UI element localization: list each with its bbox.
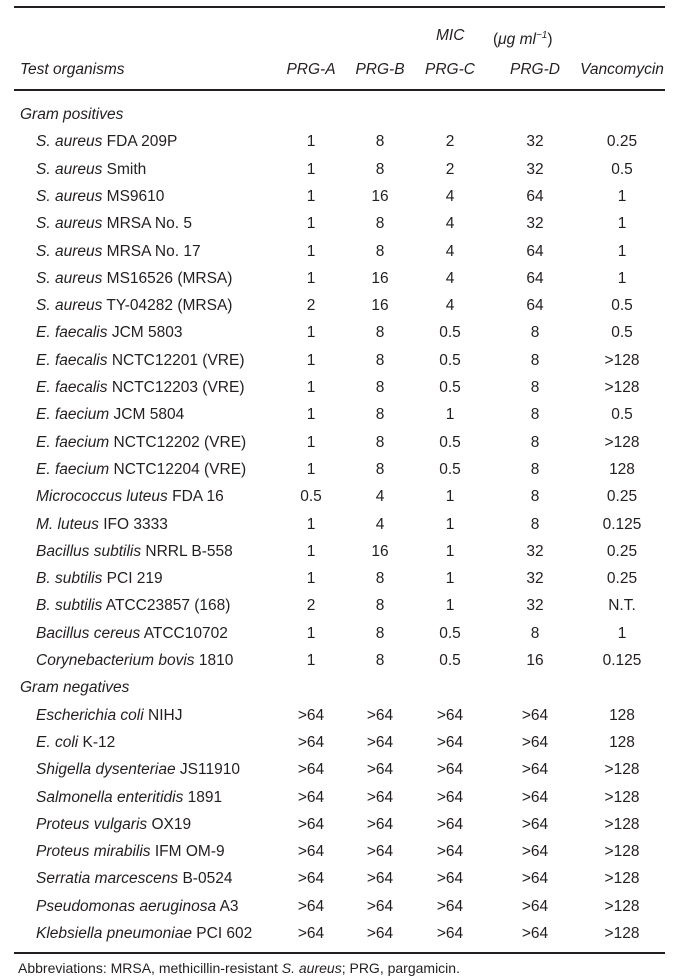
organism-name (36, 706, 182, 726)
mic-value: 0.5 (439, 433, 461, 451)
mic-value: >64 (366, 761, 394, 779)
mic-value: 8 (530, 488, 540, 506)
mic-value: 1 (306, 624, 316, 642)
organism-genus: B. subtilis (36, 597, 103, 615)
organism-name (36, 351, 244, 371)
organism-name (36, 569, 163, 589)
mic-value: >128 (604, 433, 640, 451)
mic-value: 1 (617, 624, 627, 642)
mic-unit: (μg $ml^{-1}$) (493, 30, 553, 48)
organism-name (36, 815, 191, 835)
mic-value: >64 (521, 870, 549, 888)
mic-value: 64 (526, 297, 544, 315)
mic-value: 0.25 (606, 542, 638, 560)
mic-value: 1 (306, 160, 316, 178)
column-header: PRG-C (425, 61, 475, 78)
organism-genus: Klebsiella pneumoniae (36, 925, 192, 942)
mic-value: 0.5 (439, 652, 461, 669)
mic-value: 1 (445, 406, 455, 424)
mic-value: 1 (445, 597, 455, 615)
mic-value: 32 (526, 542, 544, 560)
mic-value: 8 (530, 433, 540, 451)
mic-value: 8 (530, 379, 540, 396)
mic-value: 4 (375, 515, 385, 533)
mic-value: 16 (371, 187, 389, 205)
organism-genus: Bacillus cereus (36, 624, 141, 642)
mic-value: >64 (366, 870, 394, 888)
mic-value: 1 (306, 570, 316, 588)
organism-name (36, 651, 233, 671)
table-bottom-rule (14, 952, 665, 954)
organism-genus: S. aureus (36, 187, 103, 205)
column-header: PRG-D (510, 61, 560, 78)
mic-label: MIC (436, 27, 465, 44)
mic-value: >64 (521, 733, 549, 751)
mic-value: 0.5 (439, 351, 461, 369)
organism-name (36, 487, 224, 507)
mic-value: >64 (297, 733, 325, 751)
organism-name (36, 187, 164, 207)
organism-name (36, 460, 246, 480)
section-heading: Gram negatives (20, 679, 130, 697)
mic-value: 8 (375, 597, 385, 615)
organism-name (36, 296, 232, 316)
mic-value: 0.125 (602, 515, 642, 533)
organism-name (36, 269, 232, 289)
mic-value: 1 (306, 133, 316, 151)
mic-value: 0.25 (606, 570, 638, 588)
mic-value: >128 (604, 925, 640, 942)
mic-value: >64 (521, 706, 549, 724)
mic-value: 8 (375, 379, 385, 396)
mic-value: 1 (306, 406, 316, 424)
organism-strain: JS11910 (179, 761, 240, 779)
organism-name (36, 160, 146, 180)
mic-value: 4 (445, 269, 455, 287)
mic-value: >64 (521, 843, 549, 861)
mic-value: 1 (445, 515, 455, 533)
mic-value: 8 (530, 624, 540, 642)
mic-value: 1 (306, 460, 316, 478)
mic-value: >64 (436, 925, 464, 942)
mic-value: 1 (617, 215, 627, 233)
mic-value: 4 (445, 215, 455, 233)
organism-strain: PCI 602 (196, 925, 253, 942)
mic-value: 0.25 (606, 133, 638, 151)
organism-strain: IFM OM-9 (154, 843, 225, 861)
organism-strain: NCTC12204 (VRE) (113, 460, 247, 478)
organism-strain: NRRL B-558 (145, 542, 233, 560)
organism-name (36, 842, 225, 862)
mic-value: 0.5 (439, 324, 461, 342)
organism-name (36, 323, 182, 343)
mic-value: 64 (526, 242, 544, 260)
organism-name (36, 596, 230, 616)
mic-value: 2 (445, 160, 455, 178)
organism-strain: TY-04282 (MRSA) (106, 297, 233, 315)
mic-value: 1 (617, 242, 627, 260)
organism-name (36, 897, 239, 917)
mic-value: 0.5 (439, 624, 461, 642)
mic-value: >128 (604, 897, 640, 915)
mic-value: 16 (526, 652, 544, 669)
mic-value: 8 (375, 351, 385, 369)
mic-value: 0.5 (439, 379, 461, 396)
organism-strain: FDA 209P (106, 133, 178, 151)
mic-value: >64 (366, 897, 394, 915)
mic-value: 128 (609, 733, 635, 751)
mic-value: 1 (445, 570, 455, 588)
organism-strain: FDA 16 (172, 488, 224, 506)
organism-strain: MS9610 (106, 187, 165, 205)
mic-value: >64 (366, 843, 394, 861)
organism-strain: K-12 (82, 733, 116, 751)
organism-strain: MS16526 (MRSA) (106, 269, 233, 287)
organism-genus: Pseudomonas aeruginosa (36, 897, 217, 915)
organism-genus: S. aureus (36, 242, 103, 260)
mic-value: 1 (306, 379, 316, 396)
organism-genus: S. aureus (36, 160, 103, 178)
mic-value: >64 (366, 706, 394, 724)
mic-value: 1 (306, 324, 316, 342)
mic-value: >64 (436, 870, 464, 888)
organism-genus: E. faecalis (36, 351, 108, 369)
mic-value: 4 (445, 242, 455, 260)
mic-value: 1 (617, 269, 627, 287)
organism-strain: A3 (219, 897, 239, 915)
mic-value: 8 (530, 406, 540, 424)
organism-strain: OX19 (151, 815, 192, 833)
mic-value: 1 (306, 515, 316, 533)
mic-value: 1 (306, 215, 316, 233)
organism-name (36, 733, 115, 753)
organism-name (36, 378, 244, 398)
organism-genus: S. aureus (36, 297, 103, 315)
mic-value: 16 (371, 269, 389, 287)
organism-strain: 1891 (187, 788, 223, 806)
mic-value: 8 (375, 133, 385, 151)
organism-name (36, 624, 228, 644)
organism-genus: Micrococcus luteus (36, 488, 168, 506)
mic-value: 2 (306, 597, 316, 615)
mic-value: 16 (371, 297, 389, 315)
organism-genus: Escherichia coli (36, 706, 144, 724)
mic-value: 1 (306, 187, 316, 205)
mic-value: >64 (436, 843, 464, 861)
mic-value: >64 (297, 897, 325, 915)
organism-strain: PCI 219 (106, 570, 163, 588)
mic-value: >64 (521, 897, 549, 915)
mic-value: 1 (617, 187, 627, 205)
mic-value: 4 (445, 187, 455, 205)
organism-name (36, 869, 232, 889)
organism-strain: ATCC23857 (168) (105, 597, 231, 615)
organism-genus: S. aureus (36, 269, 103, 287)
mic-value: 32 (526, 160, 544, 178)
mic-value: 0.125 (602, 652, 642, 669)
mic-value: 0.5 (611, 160, 633, 178)
organism-genus: Serratia marcescens (36, 870, 179, 888)
mic-value: 8 (375, 460, 385, 478)
organism-name (36, 132, 177, 152)
mic-value: >64 (436, 733, 464, 751)
organism-genus: Proteus mirabilis (36, 843, 151, 861)
mic-value: 8 (530, 460, 540, 478)
organism-name (36, 542, 233, 562)
table-top-rule (14, 6, 665, 8)
mic-value: >64 (436, 706, 464, 724)
organism-strain: Smith (106, 160, 147, 178)
mic-value: 128 (609, 706, 635, 724)
mic-value: >128 (604, 815, 640, 833)
mic-value: 32 (526, 215, 544, 233)
mic-value: >64 (366, 788, 394, 806)
mic-value: 1 (306, 242, 316, 260)
organism-genus: E. faecalis (36, 379, 108, 396)
mic-value: 4 (375, 488, 385, 506)
mic-value: >128 (604, 379, 640, 396)
mic-value: 8 (375, 624, 385, 642)
organism-genus: B. subtilis (36, 570, 103, 588)
mic-value: 128 (609, 460, 635, 478)
row-label-header: Test organisms (20, 61, 125, 78)
mic-value: 8 (530, 351, 540, 369)
mic-value: >64 (436, 815, 464, 833)
mic-value: 8 (375, 570, 385, 588)
mic-value: 1 (306, 433, 316, 451)
mic-value: 2 (306, 297, 316, 315)
organism-genus: S. aureus (36, 133, 103, 151)
organism-name (36, 924, 252, 944)
mic-value: 8 (375, 160, 385, 178)
mic-value: >128 (604, 870, 640, 888)
mic-value: 16 (371, 542, 389, 560)
organism-strain: NCTC12202 (VRE) (113, 433, 247, 451)
column-header: Vancomycin (580, 61, 664, 78)
mic-value: 8 (530, 324, 540, 342)
mic-value: 64 (526, 187, 544, 205)
mic-value: >64 (297, 815, 325, 833)
mic-value: 1 (306, 269, 316, 287)
mic-value: >64 (297, 761, 325, 779)
mic-value: 0.5 (611, 324, 633, 342)
organism-strain: 1810 (198, 652, 234, 669)
organism-genus: E. faecalis (36, 324, 108, 342)
mic-value: >64 (521, 925, 549, 942)
organism-strain: MRSA No. 5 (106, 215, 192, 233)
mic-value: 8 (375, 406, 385, 424)
organism-genus: Shigella dysenteriae (36, 761, 176, 779)
organism-strain: NIHJ (148, 706, 183, 724)
mic-value: 0.5 (611, 406, 633, 424)
organism-name (36, 214, 192, 234)
organism-strain: NCTC12203 (VRE) (111, 379, 245, 396)
organism-name (36, 242, 201, 262)
organism-genus: Salmonella enteritidis (36, 788, 184, 806)
organism-genus: M. luteus (36, 515, 99, 533)
mic-value: >64 (521, 815, 549, 833)
organism-strain: JCM 5803 (111, 324, 183, 342)
mic-value: 1 (445, 488, 455, 506)
organism-name (36, 788, 222, 808)
mic-value: 2 (445, 133, 455, 151)
mic-value: 32 (526, 597, 544, 615)
mic-value: >64 (521, 761, 549, 779)
mic-value: 1 (306, 652, 316, 669)
mic-value: 4 (445, 297, 455, 315)
organism-genus: E. coli (36, 733, 79, 751)
organism-name (36, 515, 168, 535)
mic-value: 64 (526, 269, 544, 287)
column-header: PRG-B (355, 61, 405, 78)
mic-value: 8 (375, 433, 385, 451)
mic-value: >64 (436, 897, 464, 915)
section-heading: Gram positives (20, 106, 124, 123)
mic-value: >64 (366, 925, 394, 942)
mic-value: 0.25 (606, 488, 638, 506)
organism-genus: Bacillus subtilis (36, 542, 142, 560)
table-footnote: Abbreviations: MRSA, methicillin-resistant S. aureus; PRG, pargamicin. (18, 960, 460, 976)
mic-value: >128 (604, 843, 640, 861)
mic-value: 8 (375, 324, 385, 342)
table-header-rule (14, 89, 665, 91)
mic-value: 8 (375, 652, 385, 669)
mic-value: >64 (297, 788, 325, 806)
mic-value: 0.5 (300, 488, 322, 506)
mic-value: 32 (526, 570, 544, 588)
mic-value: >64 (521, 788, 549, 806)
organism-genus: Corynebacterium bovis (36, 652, 195, 669)
mic-value: 1 (306, 542, 316, 560)
organism-name (36, 433, 246, 453)
organism-name (36, 760, 240, 780)
mic-value: >64 (436, 761, 464, 779)
mic-value: >64 (366, 733, 394, 751)
organism-strain: JCM 5804 (113, 406, 185, 424)
organism-genus: E. faecium (36, 406, 110, 424)
organism-strain: MRSA No. 17 (106, 242, 201, 260)
organism-strain: IFO 3333 (103, 515, 168, 533)
mic-value: >128 (604, 351, 640, 369)
mic-value: 8 (375, 215, 385, 233)
mic-value: >64 (297, 843, 325, 861)
mic-value: >128 (604, 761, 640, 779)
column-header: PRG-A (286, 61, 336, 78)
mic-value: 8 (375, 242, 385, 260)
mic-value: >64 (297, 870, 325, 888)
mic-value: >128 (604, 788, 640, 806)
organism-genus: E. faecium (36, 433, 110, 451)
mic-value: 1 (445, 542, 455, 560)
mic-value: >64 (436, 788, 464, 806)
mic-value: 32 (526, 133, 544, 151)
organism-genus: Proteus vulgaris (36, 815, 148, 833)
mic-value: 8 (530, 515, 540, 533)
organism-genus: S. aureus (36, 215, 103, 233)
mic-value: N.T. (608, 597, 636, 615)
organism-genus: E. faecium (36, 460, 110, 478)
organism-strain: ATCC10702 (143, 624, 228, 642)
mic-value: 1 (306, 351, 316, 369)
mic-value: >64 (297, 706, 325, 724)
mic-value: >64 (366, 815, 394, 833)
organism-strain: NCTC12201 (VRE) (111, 351, 245, 369)
organism-name (36, 405, 184, 425)
mic-value: >64 (297, 925, 325, 942)
mic-value: 0.5 (439, 460, 461, 478)
mic-value: 0.5 (611, 297, 633, 315)
organism-strain: B-0524 (182, 870, 233, 888)
